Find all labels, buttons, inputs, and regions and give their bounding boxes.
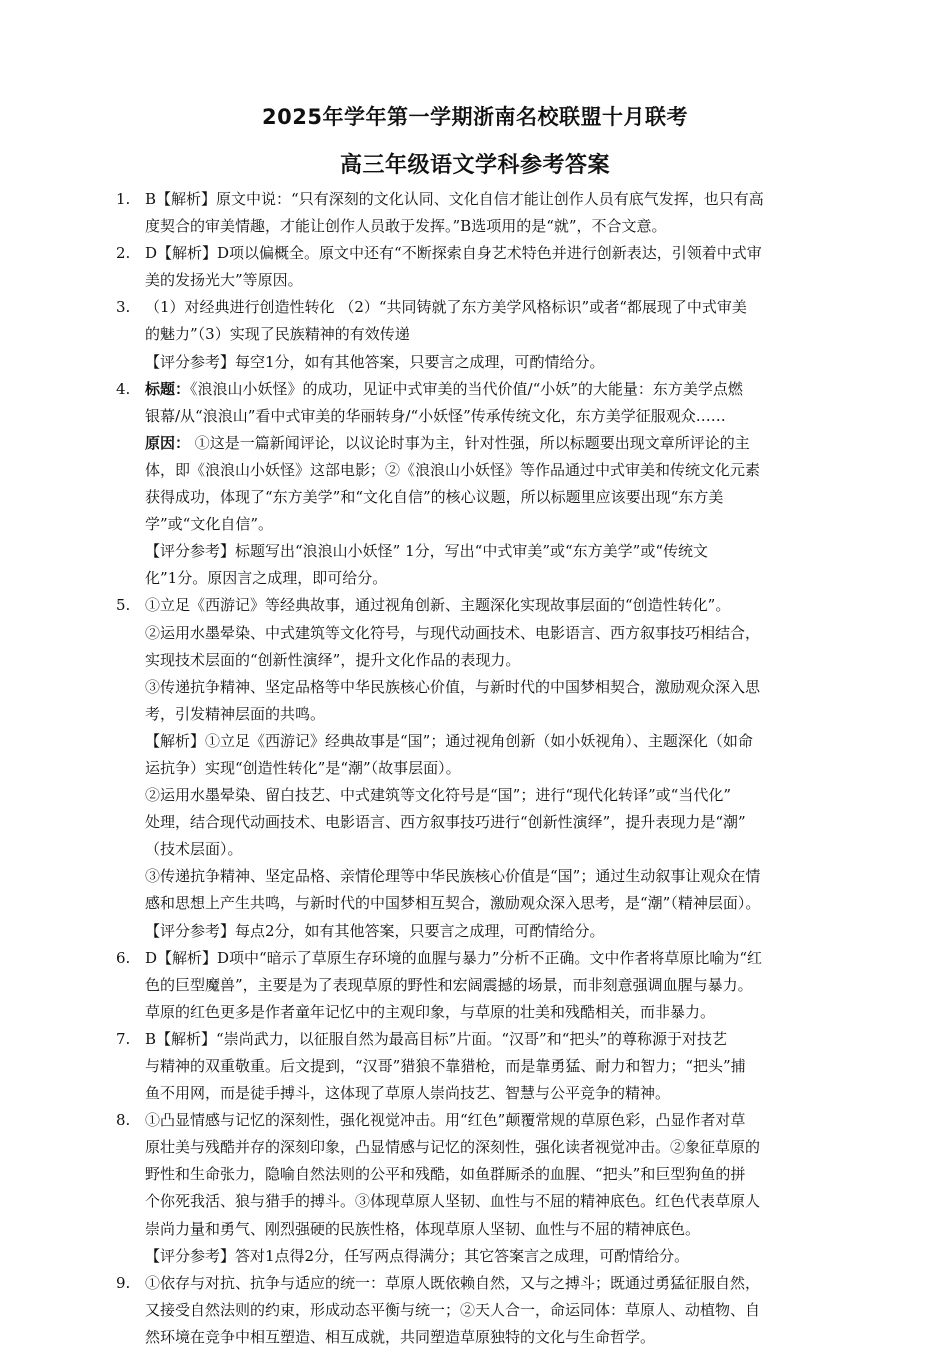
answer-item-5 [116, 592, 846, 944]
reason-label: 原因： [145, 433, 191, 452]
scoring-note: 化”1分。原因言之成理，即可给分。 [145, 569, 388, 588]
question-number: 5. [116, 596, 131, 615]
analysis-line: 感和思想上产生共鸣，与新时代的中国梦相互契合，激励观众深入思考，是“潮”（精神层面）。 [145, 894, 761, 913]
answer-list [116, 186, 846, 1351]
answer-line: 学”或“文化自信”。 [145, 515, 274, 534]
question-number: 1. [116, 190, 131, 208]
answer-line: 草原的红色更多是作者童年记忆中的主观印象，与草原的壮美和残酷相关，而非暴力。 [145, 1002, 716, 1021]
answer-line: 个你死我活、狼与猎手的搏斗。③体现草原人坚韧、血性与不屈的精神底色。红色代表草原人 [145, 1192, 761, 1211]
answer-line: 获得成功，体现了“东方美学”和“文化自信”的核心议题，所以标题里应该要出现“东方美 [145, 488, 724, 507]
answer-line: 鱼不用网，而是徒手搏斗，这体现了草原人崇尚技艺、智慧与公平竞争的精神。 [145, 1084, 671, 1103]
scoring-note: 【评分参考】每空1分，如有其他答案，只要言之成理，可酌情给分。 [145, 352, 605, 371]
answer-line: ③传递抗争精神、坚定品格等中华民族核心价值，与新时代的中国梦相契合，激励观众深入思 [145, 677, 761, 696]
analysis-line: 运抗争）实现“创造性转化”是“潮”（故事层面）。 [145, 758, 461, 777]
answer-line: ②运用水墨晕染、中式建筑等文化符号，与现代动画技术、电影语言、西方叙事技巧相结合， [145, 623, 761, 642]
question-number: 3. [116, 298, 131, 317]
answer-item-2 [116, 240, 846, 294]
answer-line: 实现技术层面的“创新性演绎”，提升文化作品的表现力。 [145, 650, 521, 669]
question-number: 2. [116, 244, 131, 263]
answer-line: 然环境在竞争中相互塑造、相互成就，共同塑造草原独特的文化与生命哲学。 [145, 1327, 656, 1346]
title-text: 《浪浪山小妖怪》的成功，见证中式审美的当代价值/“小妖”的大能量：东方美学点燃 [190, 379, 743, 398]
question-number: 8. [116, 1111, 131, 1130]
answer-line [145, 430, 846, 457]
answer-item-3 [116, 294, 846, 375]
analysis-line: ③传递抗争精神、坚定品格、亲情伦理等中华民族核心价值是“国”；通过生动叙事让观众在情 [145, 867, 761, 886]
answer-line [145, 376, 846, 403]
answer-line: ①依存与对抗、抗争与适应的统一：草原人既依赖自然，又与之搏斗；既通过勇猛征服自然， [145, 1273, 761, 1292]
answer-line: ①立足《西游记》等经典故事，通过视角创新、主题深化实现故事层面的“创造性转化”。 [145, 596, 731, 615]
answer-item-9 [116, 1270, 846, 1351]
answer-item-7 [116, 1026, 846, 1107]
answer-line: 考，引发精神层面的共鸣。 [145, 704, 326, 723]
answer-line: 与精神的双重敬重。后文提到，“汉哥”猎狼不靠猎枪，而是靠勇猛、耐力和智力；“把头”捕 [145, 1057, 746, 1075]
answer-line: 银幕/从“浪浪山”看中式审美的华丽转身/“小妖怪”传承传统文化，东方美学征服观众…… [145, 406, 726, 425]
answer-item-1 [116, 186, 846, 240]
answer-item-4 [116, 376, 846, 593]
answer-line: （1）对经典进行创造性转化 （2）“共同铸就了东方美学风格标识”或者“都展现了中式审美 [145, 298, 747, 317]
analysis-line: ②运用水墨晕染、留白技艺、中式建筑等文化符号是“国”；进行“现代化转译”或“当代化” [145, 786, 732, 805]
analysis-line: 【解析】①立足《西游记》经典故事是“国”；通过视角创新（如小妖视角）、主题深化（如命 [145, 731, 753, 750]
reason-text: ①这是一篇新闻评论，以议论时事为主，针对性强，所以标题要出现文章所评论的主 [190, 433, 750, 452]
answer-line: 体，即《浪浪山小妖怪》这部电影；②《浪浪山小妖怪》等作品通过中式审美和传统文化元素 [145, 460, 761, 479]
answer-line: 色的巨型魔兽”，主要是为了表现草原的野性和宏阔震撼的场景，而非刻意强调血腥与暴力。 [145, 975, 753, 994]
answer-line: 度契合的审美情趣，才能让创作人员敢于发挥。”B选项用的是“就”，不合文意。 [145, 217, 667, 236]
answer-line: ①凸显情感与记忆的深刻性，强化视觉冲击。用“红色”颠覆常规的草原色彩，凸显作者对草 [145, 1111, 746, 1130]
answer-item-6 [116, 945, 846, 1026]
question-number: 9. [116, 1273, 131, 1292]
answer-line: D【解析】D项中“暗示了草原生存环境的血腥与暴力”分析不正确。文中作者将草原比喻为“红 [145, 948, 763, 967]
analysis-line: （技术层面）。 [145, 840, 243, 859]
answer-line: 的魅力”（3）实现了民族精神的有效传递 [145, 325, 410, 344]
scoring-note: 【评分参考】标题写出“浪浪山小妖怪” 1分，写出“中式审美”或“东方美学”或“传统文 [145, 542, 708, 561]
answer-line: 崇尚力量和勇气、刚烈强硬的民族性格，体现草原人坚韧、血性与不屈的精神底色。 [145, 1219, 701, 1238]
answer-line: 美的发扬光大”等原因。 [145, 271, 303, 290]
document-subtitle: 高三年级语文学科参考答案 [339, 153, 610, 178]
answer-line: 野性和生命张力，隐喻自然法则的公平和残酷，如鱼群厮杀的血腥、“把头”和巨型狗鱼的拼 [145, 1165, 746, 1184]
question-number: 4. [116, 379, 131, 398]
analysis-line: 处理，结合现代动画技术、电影语言、西方叙事技巧进行“创新性演绎”，提升表现力是“潮” [145, 813, 746, 832]
answer-line: 又接受自然法则的约束，形成动态平衡与统一；②天人合一，命运同体：草原人、动植物、自 [145, 1300, 761, 1319]
document-title: 2025年学年第一学期浙南名校联盟十月联考 [262, 105, 688, 129]
answer-line: B【解析】原文中说：“只有深刻的文化认同、文化自信才能让创作人员有底气发挥，也只有高 [145, 190, 764, 208]
answer-item-8 [116, 1107, 846, 1270]
answer-line: 原壮美与残酷并存的深刻印象，凸显情感与记忆的深刻性，强化读者视觉冲击。②象征草原的 [145, 1138, 761, 1157]
answer-line: D【解析】D项以偏概全。原文中还有“不断探索自身艺术特色并进行创新表达，引领着中式审 [145, 244, 762, 263]
question-number: 6. [116, 948, 131, 967]
scoring-note: 【评分参考】答对1点得2分，任写两点得满分；其它答案言之成理，可酌情给分。 [145, 1246, 690, 1265]
answer-line: B【解析】“崇尚武力，以征服自然为最高目标”片面。“汉哥”和“把头”的尊称源于对技艺 [145, 1029, 728, 1048]
title-label: 标题： [145, 379, 191, 398]
scoring-note: 【评分参考】每点2分，如有其他答案，只要言之成理，可酌情给分。 [145, 921, 605, 940]
question-number: 7. [116, 1029, 131, 1048]
